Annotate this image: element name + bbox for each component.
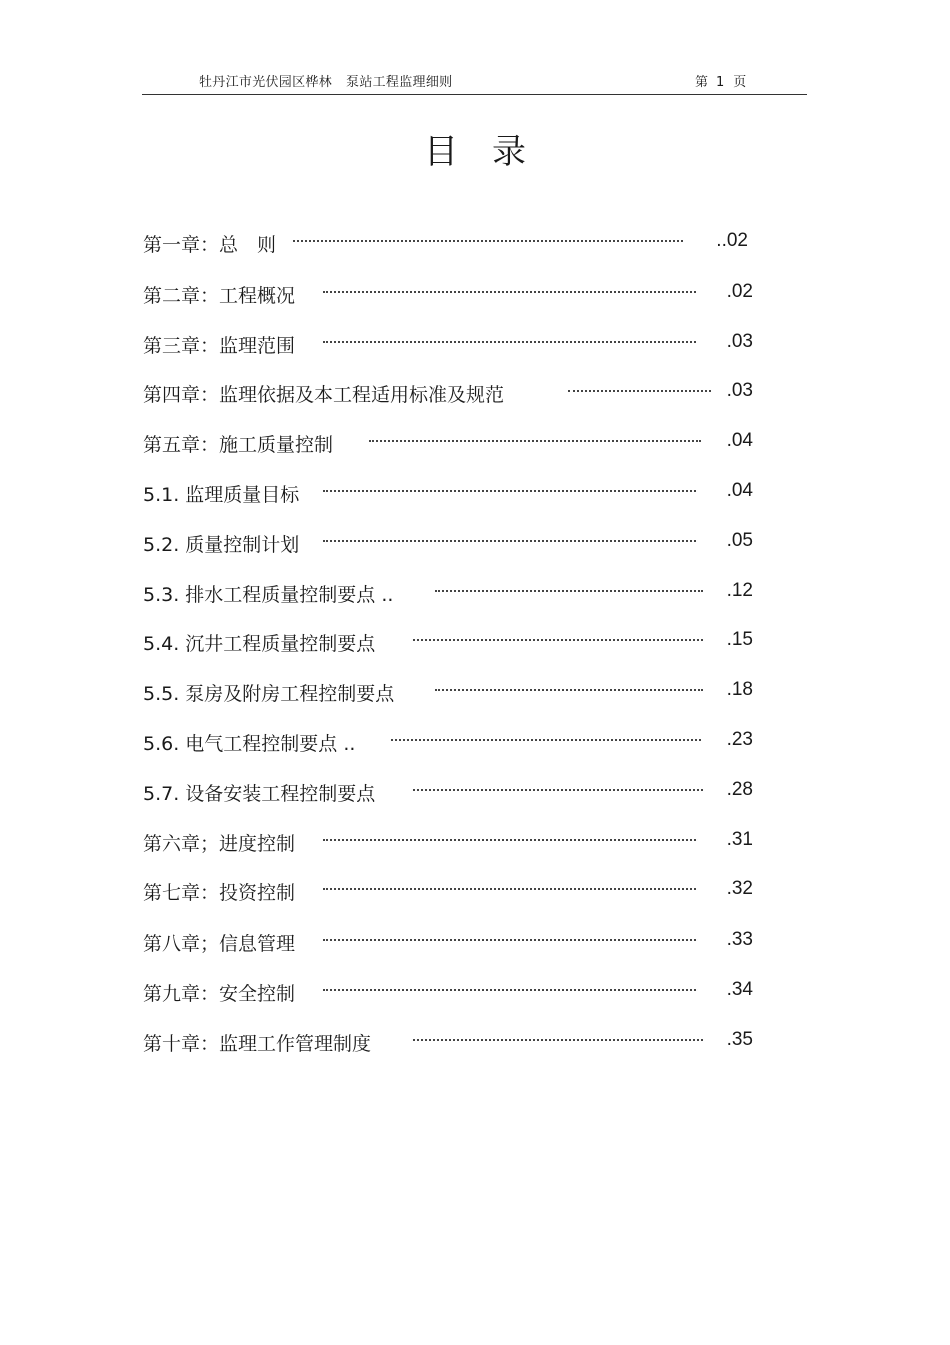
toc-leader-dots xyxy=(413,1035,703,1041)
header-document-title xyxy=(199,71,452,90)
toc-leader-dots xyxy=(323,536,696,542)
toc-entry-page: .04 xyxy=(726,430,753,451)
toc-entry-page: .18 xyxy=(726,679,753,700)
header-page-indicator xyxy=(695,71,746,90)
toc-entry-page: .04 xyxy=(726,480,753,501)
toc-entry-label: 第十章：监理工作管理制度 xyxy=(143,1033,372,1055)
toc-leader-dots xyxy=(435,685,703,691)
toc-entry-chapter-7[interactable] xyxy=(143,878,758,906)
toc-entry-section-5-2[interactable] xyxy=(143,530,758,558)
toc-entry-section-5-7[interactable] xyxy=(143,779,758,807)
toc-entry-chapter-3[interactable] xyxy=(143,331,758,359)
toc-entry-label: 5.4. 沉井工程质量控制要点 xyxy=(143,633,376,655)
toc-entry-page: .31 xyxy=(726,829,753,850)
toc-entry-page: .28 xyxy=(726,779,753,800)
toc-entry-page: .34 xyxy=(726,979,753,1000)
toc-leader-dots xyxy=(391,735,701,741)
toc-entry-chapter-5[interactable] xyxy=(143,430,758,458)
header-title-part2: 泵站工程监理细则 xyxy=(346,75,453,90)
toc-entry-section-5-5[interactable] xyxy=(143,679,758,707)
toc-entry-label: 第三章：监理范围 xyxy=(143,335,296,357)
toc-entry-page: .35 xyxy=(726,1029,753,1050)
toc-entry-chapter-6[interactable] xyxy=(143,829,758,857)
toc-title: 目录 xyxy=(424,132,560,172)
header-title-part1: 牡丹江市光伏园区桦林 xyxy=(199,75,333,90)
toc-entry-section-5-6[interactable] xyxy=(143,729,758,757)
toc-leader-dots xyxy=(323,985,696,991)
page-suffix: 页 xyxy=(733,75,747,90)
page-prefix: 第 xyxy=(695,75,709,90)
toc-entry-label: 第六章；进度控制 xyxy=(143,833,296,855)
toc-entry-label: 第八章；信息管理 xyxy=(143,933,296,955)
toc-entry-page: .03 xyxy=(726,380,753,401)
toc-leader-dots xyxy=(323,337,696,343)
toc-entry-label: 第一章：总 则 xyxy=(143,234,277,256)
toc-leader-dots xyxy=(293,236,683,242)
toc-leader-dots xyxy=(568,386,711,392)
page-number: 1 xyxy=(716,75,725,90)
toc-entry-page: .12 xyxy=(726,580,753,601)
toc-entry-label: 第四章：监理依据及本工程适用标准及规范 xyxy=(143,384,505,406)
toc-entry-chapter-1[interactable] xyxy=(143,230,758,258)
toc-entry-chapter-4[interactable] xyxy=(143,380,758,408)
toc-entry-label: 第七章：投资控制 xyxy=(143,882,296,904)
toc-entry-chapter-8[interactable] xyxy=(143,929,758,957)
toc-entry-label: 第五章：施工质量控制 xyxy=(143,434,334,456)
toc-entry-page: .02 xyxy=(726,281,753,302)
toc-entry-label: 5.2. 质量控制计划 xyxy=(143,534,300,556)
toc-entry-label: 5.5. 泵房及附房工程控制要点 xyxy=(143,683,395,705)
toc-entry-label: 5.6. 电气工程控制要点 .. xyxy=(143,733,356,755)
page-header xyxy=(142,70,807,95)
toc-entry-chapter-10[interactable] xyxy=(143,1029,758,1057)
toc-entry-section-5-3[interactable] xyxy=(143,580,758,608)
toc-leader-dots xyxy=(413,785,703,791)
toc-entry-section-5-1[interactable] xyxy=(143,480,758,508)
toc-entry-label: 5.1. 监理质量目标 xyxy=(143,484,300,506)
toc-entry-page: .15 xyxy=(726,629,753,650)
toc-leader-dots xyxy=(323,287,696,293)
toc-entry-page: .33 xyxy=(726,929,753,950)
toc-entry-page: .05 xyxy=(726,530,753,551)
toc-entry-chapter-9[interactable] xyxy=(143,979,758,1007)
toc-leader-dots xyxy=(323,835,696,841)
toc-entry-section-5-4[interactable] xyxy=(143,629,758,657)
toc-entry-page: ..02 xyxy=(716,230,748,251)
toc-entry-page: .32 xyxy=(726,878,753,899)
toc-entry-chapter-2[interactable] xyxy=(143,281,758,309)
toc-leader-dots xyxy=(369,436,701,442)
toc-leader-dots xyxy=(435,586,703,592)
toc-entry-page: .03 xyxy=(726,331,753,352)
toc-entry-label: 第九章：安全控制 xyxy=(143,983,296,1005)
toc-leader-dots xyxy=(323,486,696,492)
toc-entry-page: .23 xyxy=(726,729,753,750)
toc-leader-dots xyxy=(323,935,696,941)
toc-leader-dots xyxy=(323,884,696,890)
toc-entry-label: 第二章：工程概况 xyxy=(143,285,296,307)
toc-entry-label: 5.3. 排水工程质量控制要点 .. xyxy=(143,584,394,606)
toc-entry-label: 5.7. 设备安装工程控制要点 xyxy=(143,783,376,805)
toc-leader-dots xyxy=(413,635,703,641)
